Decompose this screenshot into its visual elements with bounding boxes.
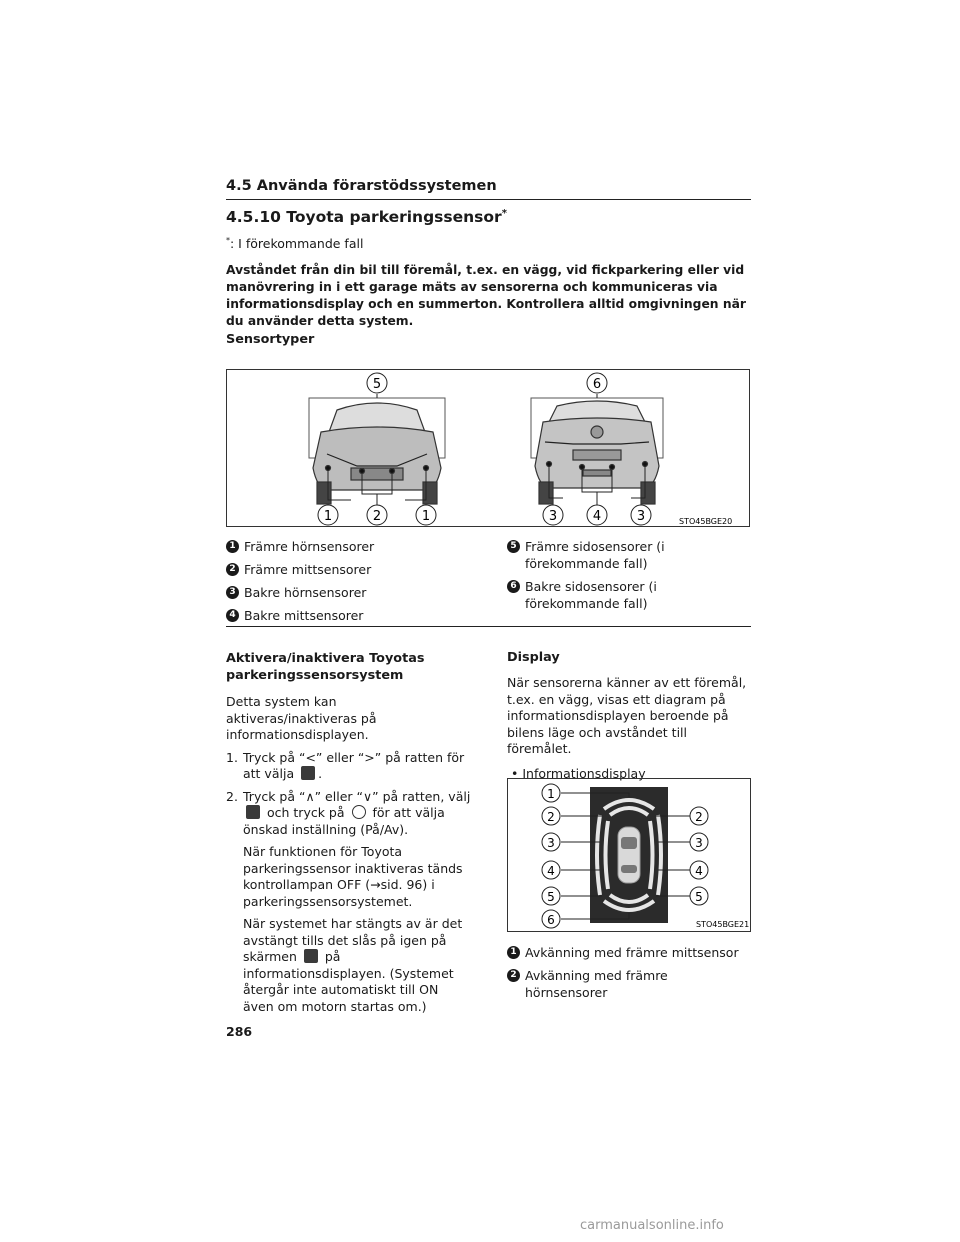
- display-callout: [542, 910, 560, 928]
- ok-icon: [352, 805, 366, 819]
- step-2-text-c: för att välja önskad inställning (På/Av).: [243, 805, 445, 837]
- activate-heading: Aktivera/inaktivera Toyotas parkeringssensorsystem: [226, 651, 425, 683]
- display-callout: [542, 887, 560, 905]
- legend-text: Främre mittsensorer: [244, 562, 372, 577]
- sensor-legend-left: [226, 538, 476, 630]
- parking-sensor-icon: [301, 766, 315, 780]
- legend-number: 5: [507, 540, 520, 553]
- sensor-figure-drawing: [227, 370, 749, 526]
- top-callout-6: [587, 373, 607, 393]
- display-callout: [542, 833, 560, 851]
- footnote: [226, 236, 363, 251]
- svg-text:5: 5: [547, 890, 555, 904]
- legend-text: Främre sidosensorer (i förekommande fall): [525, 539, 665, 571]
- bottom-callout: [416, 505, 436, 525]
- svg-text:4: 4: [547, 864, 555, 878]
- activate-note-2-b: på informationsdisplayen. (Systemet återgår inte automatiskt till ON även om motorn startas om.): [243, 949, 454, 1014]
- svg-text:2: 2: [547, 810, 555, 824]
- legend-item: [507, 538, 751, 572]
- display-section: [507, 650, 751, 782]
- legend-item: [226, 584, 476, 601]
- svg-text:3: 3: [695, 836, 703, 850]
- step-number: 2.: [226, 788, 238, 804]
- legend-item: [507, 944, 751, 961]
- page-number: 286: [226, 1024, 253, 1039]
- legend-number: 3: [226, 586, 239, 599]
- display-callout: [542, 861, 560, 879]
- svg-text:4: 4: [695, 864, 703, 878]
- legend-item: [226, 607, 476, 624]
- svg-text:2: 2: [695, 810, 703, 824]
- bottom-callout: [587, 505, 607, 525]
- svg-text:6: 6: [592, 377, 602, 392]
- figure-code: STO45BGE21: [696, 920, 750, 929]
- legend-number: 6: [507, 580, 520, 593]
- display-bullet: • Informationsdisplay: [511, 765, 646, 781]
- svg-text:1: 1: [421, 509, 431, 524]
- activate-section: [226, 650, 471, 1015]
- car-top-view: [618, 827, 640, 883]
- legend-item: [507, 578, 751, 612]
- p-off-icon: [246, 805, 260, 819]
- display-callout: [690, 887, 708, 905]
- display-callout: [690, 833, 708, 851]
- bottom-callout: [631, 505, 651, 525]
- watermark: carmanualsonline.info: [580, 1218, 724, 1233]
- legend-text: Bakre sidosensorer (i förekommande fall): [525, 579, 657, 611]
- svg-text:1: 1: [323, 509, 333, 524]
- rear-car-illustration: [531, 398, 663, 504]
- display-text: När sensorerna känner av ett föremål, t.ex. en vägg, visas ett diagram på informationsdisplayen beroende på bilens läge och avståndet till föremålet.: [507, 675, 747, 756]
- bottom-callout: [367, 505, 387, 525]
- svg-text:5: 5: [695, 890, 703, 904]
- svg-text:3: 3: [548, 509, 558, 524]
- legend-text: Avkänning med främre mittsensor: [525, 945, 739, 960]
- bottom-callout: [318, 505, 338, 525]
- legend-divider: [226, 626, 751, 627]
- footnote-text: : I förekommande fall: [230, 236, 364, 252]
- svg-text:2: 2: [372, 509, 382, 524]
- step-number: 1.: [226, 749, 238, 765]
- intro-paragraph: Avståndet från din bil till föremål, t.ex. en vägg, vid fickparkering eller vid manövrering in i ett garage mäts av sensorerna och kommuniceras via informationsdisplay och en summerton. Kontrollera alltid omgivningen när du använder detta system.: [226, 263, 746, 328]
- step-1-text: Tryck på “<” eller “>” på ratten för att välja: [243, 749, 465, 781]
- legend-number: 1: [507, 946, 520, 959]
- parking-sensor-icon: [304, 949, 318, 963]
- display-figure-drawing: [508, 779, 750, 931]
- sensor-legend-right: [507, 538, 751, 618]
- step-2-text-b: och tryck på: [266, 805, 345, 820]
- legend-number: 2: [226, 563, 239, 576]
- display-legend: [507, 944, 751, 1007]
- activate-note-1: När funktionen för Toyota parkeringssensor inaktiveras tänds kontrollampan OFF (→sid. 96) i parkeringssensorsystemet.: [243, 844, 463, 909]
- legend-text: Främre hörnsensorer: [244, 539, 375, 554]
- front-car-illustration: [309, 398, 445, 504]
- section-title: [226, 208, 507, 226]
- legend-text: Bakre mittsensorer: [244, 608, 364, 623]
- sensor-types-heading: Sensortyper: [226, 332, 315, 347]
- step-1-end: .: [318, 766, 323, 781]
- step-text: [243, 789, 471, 839]
- activate-note-2: [226, 916, 471, 1015]
- legend-number: 1: [226, 540, 239, 553]
- svg-text:6: 6: [547, 913, 555, 927]
- step-2-text-a: Tryck på “∧” eller “∨” på ratten, välj: [243, 788, 471, 804]
- svg-text:1: 1: [547, 787, 555, 801]
- display-callout: [542, 807, 560, 825]
- step-1: [226, 750, 471, 783]
- svg-text:3: 3: [636, 509, 646, 524]
- svg-text:4: 4: [592, 509, 602, 524]
- legend-number: 2: [507, 969, 520, 982]
- legend-item: [507, 967, 751, 1001]
- legend-item: [226, 561, 476, 578]
- legend-number: 4: [226, 609, 239, 622]
- step-2: [226, 789, 471, 839]
- legend-text: Bakre hörnsensorer: [244, 585, 367, 600]
- display-figure: [507, 778, 751, 932]
- section-title-mark: *: [501, 208, 507, 219]
- sensor-figure: [226, 369, 750, 527]
- bottom-callout: [543, 505, 563, 525]
- display-heading: Display: [507, 650, 560, 665]
- legend-item: [226, 538, 476, 555]
- top-callout-5: [367, 373, 387, 393]
- svg-text:3: 3: [547, 836, 555, 850]
- display-bullet-text: Informationsdisplay: [522, 765, 646, 781]
- step-text: [243, 750, 471, 783]
- chapter-divider: [226, 199, 751, 200]
- display-callout: [690, 861, 708, 879]
- footnote-mark: *: [226, 236, 230, 245]
- chapter-heading: 4.5 Använda förarstödssystemen: [226, 178, 497, 194]
- activate-note-2-a: När systemet har stängts av är det avstängt tills det slås på igen på skärmen: [243, 916, 463, 964]
- activate-intro: Detta system kan aktiveras/inaktiveras på informationsdisplayen.: [226, 694, 377, 742]
- display-callout: [690, 807, 708, 825]
- section-title-text: 4.5.10 Toyota parkeringssensor: [226, 208, 502, 227]
- display-callout: [542, 784, 560, 802]
- figure-code: STO45BGE20: [679, 517, 733, 526]
- svg-text:5: 5: [372, 377, 382, 392]
- legend-text: Avkänning med främre hörnsensorer: [525, 968, 668, 1000]
